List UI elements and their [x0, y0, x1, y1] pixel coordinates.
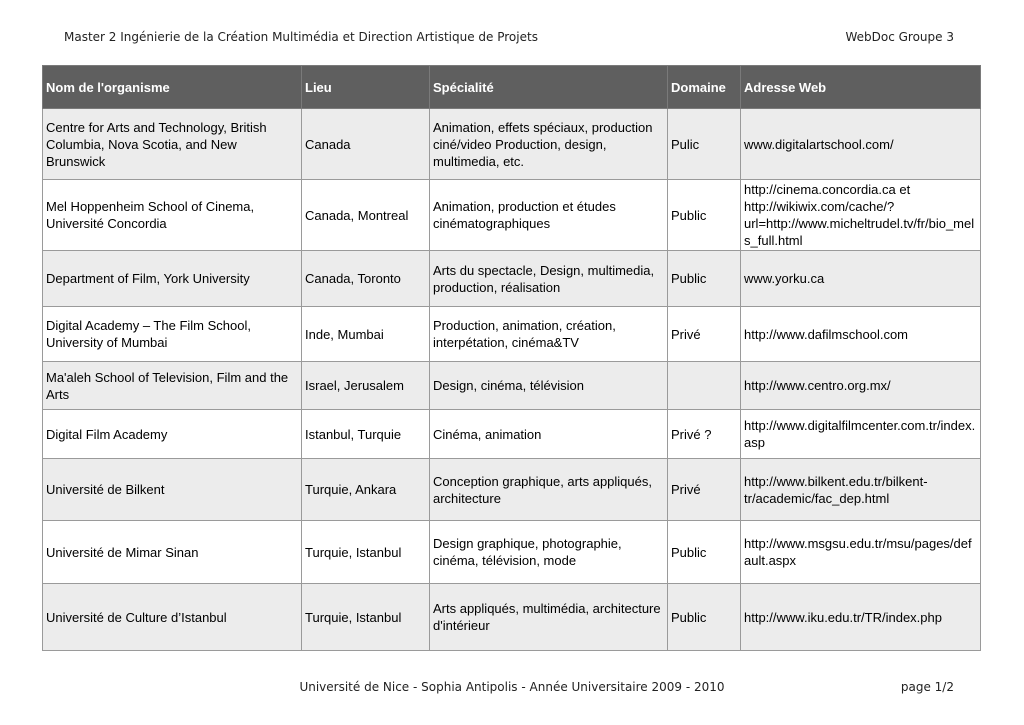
cell-domaine: Public [668, 584, 741, 651]
cell-lieu: Turquie, Istanbul [302, 521, 430, 584]
cell-lieu: Istanbul, Turquie [302, 410, 430, 459]
cell-lieu: Canada, Montreal [302, 180, 430, 251]
cell-domaine: Pulic [668, 109, 741, 180]
cell-adresse-link[interactable]: http://www.dafilmschool.com [741, 307, 981, 362]
column-header-nom: Nom de l'organisme [43, 66, 302, 109]
cell-adresse-link[interactable]: http://www.centro.org.mx/ [741, 362, 981, 410]
table-row [43, 362, 981, 410]
cell-specialite: Design, cinéma, télévision [430, 362, 668, 410]
cell-domaine: Privé [668, 307, 741, 362]
cell-lieu: Israel, Jerusalem [302, 362, 430, 410]
header-group: WebDoc Groupe 3 [845, 30, 954, 44]
cell-lieu: Canada [302, 109, 430, 180]
cell-specialite: Conception graphique, arts appliqués, architecture [430, 459, 668, 521]
cell-specialite: Animation, effets spéciaux, production ciné/video Production, design, multimedia, etc. [430, 109, 668, 180]
footer-university: Université de Nice - Sophia Antipolis - Année Universitaire 2009 - 2010 [299, 680, 725, 694]
cell-nom: Université de Culture d’Istanbul [43, 584, 302, 651]
cell-nom: Digital Academy – The Film School, University of Mumbai [43, 307, 302, 362]
column-header-specialite: Spécialité [430, 66, 668, 109]
table-row [43, 251, 981, 307]
organisations-table [42, 65, 981, 651]
cell-adresse-link[interactable]: http://www.msgsu.edu.tr/msu/pages/default.aspx [741, 521, 981, 584]
cell-nom: Digital Film Academy [43, 410, 302, 459]
cell-nom: Department of Film, York University [43, 251, 302, 307]
table-row [43, 307, 981, 362]
cell-nom: Centre for Arts and Technology, British Columbia, Nova Scotia, and New Brunswick [43, 109, 302, 180]
cell-domaine: Public [668, 521, 741, 584]
table-row [43, 109, 981, 180]
table-row [43, 584, 981, 651]
cell-adresse-link[interactable]: www.yorku.ca [741, 251, 981, 307]
cell-domaine: Privé ? [668, 410, 741, 459]
page-number: page 1/2 [900, 680, 954, 694]
column-header-adresse: Adresse Web [741, 66, 981, 109]
cell-lieu: Inde, Mumbai [302, 307, 430, 362]
table-row [43, 180, 981, 251]
table-row [43, 459, 981, 521]
cell-adresse-link[interactable]: www.digitalartschool.com/ [741, 109, 981, 180]
column-header-domaine: Domaine [668, 66, 741, 109]
cell-specialite: Cinéma, animation [430, 410, 668, 459]
cell-specialite: Animation, production et études cinématographiques [430, 180, 668, 251]
cell-nom: Ma'aleh School of Television, Film and the Arts [43, 362, 302, 410]
cell-specialite: Design graphique, photographie, cinéma, télévision, mode [430, 521, 668, 584]
cell-domaine: Privé [668, 459, 741, 521]
cell-domaine: Public [668, 251, 741, 307]
cell-lieu: Canada, Toronto [302, 251, 430, 307]
cell-specialite: Arts du spectacle, Design, multimedia, production, réalisation [430, 251, 668, 307]
cell-nom: Université de Mimar Sinan [43, 521, 302, 584]
cell-nom: Mel Hoppenheim School of Cinema, Université Concordia [43, 180, 302, 251]
cell-adresse-link[interactable]: http://cinema.concordia.ca et http://wikiwix.com/cache/?url=http://www.micheltrudel.tv/fr/bio_mels_full.html [741, 180, 981, 251]
cell-specialite: Production, animation, création, interpétation, cinéma&TV [430, 307, 668, 362]
cell-lieu: Turquie, Istanbul [302, 584, 430, 651]
cell-lieu: Turquie, Ankara [302, 459, 430, 521]
cell-domaine: Public [668, 180, 741, 251]
header-title: Master 2 Ingénierie de la Création Multimédia et Direction Artistique de Projets [64, 30, 538, 44]
cell-adresse-link[interactable]: http://www.digitalfilmcenter.com.tr/index.asp [741, 410, 981, 459]
table-header-row [43, 66, 981, 109]
column-header-lieu: Lieu [302, 66, 430, 109]
table-row [43, 521, 981, 584]
cell-nom: Université de Bilkent [43, 459, 302, 521]
cell-adresse-link[interactable]: http://www.iku.edu.tr/TR/index.php [741, 584, 981, 651]
cell-adresse-link[interactable]: http://www.bilkent.edu.tr/bilkent-tr/academic/fac_dep.html [741, 459, 981, 521]
cell-specialite: Arts appliqués, multimédia, architecture d'intérieur [430, 584, 668, 651]
cell-domaine [668, 362, 741, 410]
table-row [43, 410, 981, 459]
